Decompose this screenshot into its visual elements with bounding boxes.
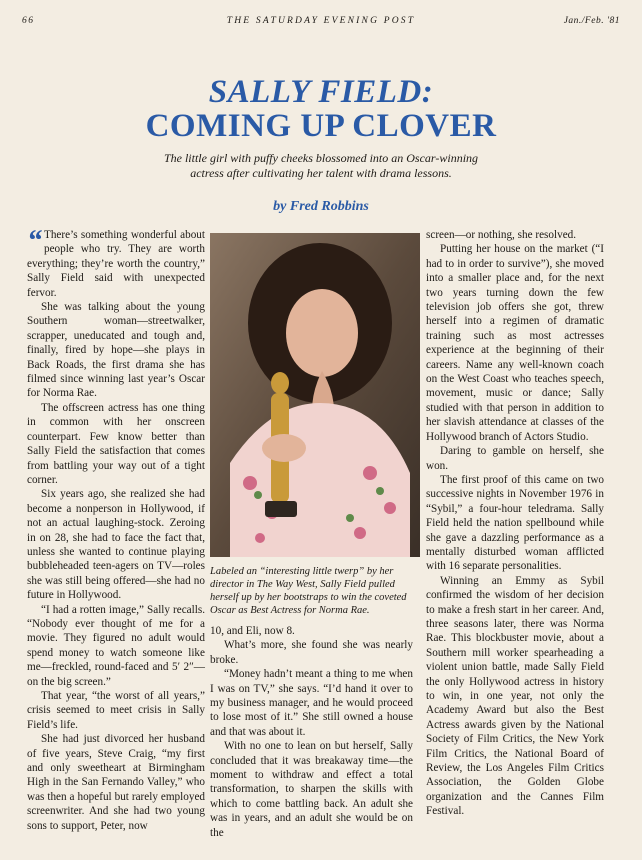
paragraph: screen—or nothing, she resolved.: [426, 229, 577, 241]
article-dek: The little girl with puffy cheeks blossomed into an Oscar-winning actress after cultivating her talent with drama lessons.: [163, 151, 479, 180]
paragraph: She had just divorced her husband of five years, Steve Craig, “my first and only sweetheart at Birmingham High in the San Fernando Valley,” who was then a hopeful but rarely employed screenwriter. And she had two young sons to support, Peter, now: [27, 733, 205, 832]
photo-caption: Labeled an “interesting little twerp” by her director in The Way West, Sally Field pulled herself up by her bootstraps to win the coveted Oscar as Best Actress for Norma Rae.: [210, 566, 407, 616]
paragraph: Putting her house on the market (“I had to in order to survive”), she moved into a smaller place and, for the next two years turning down the few television job offers she got, threw herself into a regimen of dramatic training such as most actresses experience at the beginning of their careers. Name any well-known coach on the West Coast who teaches speech, movement, music or dance; Sally studied with that person in addition to her slavish attendance at classes of the Hollywood branch of Actors Studio.: [426, 243, 604, 443]
article-title-line2: COMING UP CLOVER: [145, 108, 497, 144]
article-title-line1: SALLY FIELD:: [208, 74, 434, 110]
text-column-3: [426, 228, 604, 819]
byline: by Fred Robbins: [273, 199, 369, 214]
actress-with-oscar-photo: [210, 233, 420, 557]
running-header: [22, 16, 620, 30]
paragraph: Winning an Emmy as Sybil confirmed the wisdom of her decision to make a fresh start in her career. And, three seasons later, there was Norma Rae. This blockbuster movie, about a Southern mill worker spearheading a violent union battle, made Sally Field the only Hollywood actress in history to win, in one year, not only the Academy Award but also the Best Actress awards given by the National Society of Film Critics, the New York Film Critics, the National Board of Review, the Los Angeles Film Critics Association, the Golden Globe organization and the Cannes Film Festival.: [426, 574, 604, 818]
paragraph: Six years ago, she realized she had become a nonperson in Hollywood, if not an actual laughing-stock. Zeroing in on 28, she had to face the fact that, unless she wanted to continue playing bubbleheaded teen-agers on TV—roles she was still being offered—she had no future in Hollywood.: [27, 488, 205, 602]
paragraph: What’s more, she found she was nearly broke.: [210, 639, 413, 666]
article-photo: [210, 233, 420, 557]
paragraph: The first proof of this came on two successive nights in November 1976 in “Sybil,” a four-hour teledrama. Sally Field held the nation spellbound while she gave a dazzling performance as a mentally disturbed woman afflicted with 16 separate personalities.: [426, 473, 604, 573]
paragraph-text: There’s something wonderful about people who try. They are worth everything; they’re worth the country,” Sally Field said with unexpected fervor.: [27, 229, 205, 299]
paragraph: “Money hadn’t meant a thing to me when I was on TV,” she says. “I’d hand it over to my business manager, and he would proceed to lose most of it.” She still owned a house and that was about it.: [210, 668, 413, 738]
paragraph: She was talking about the young Southern woman—streetwalker, scrapper, uneducated and tough and, finally, fired by hope—she plays in Back Roads, the first drama she has filmed since winning last year’s Oscar for Norma Rae.: [27, 301, 205, 400]
page-number: 66: [22, 16, 35, 26]
paragraph: The offscreen actress has one thing in common with her onscreen counterpart. Few know better than Sally Field the satisfaction that comes from battling your way out of a tight corner.: [27, 401, 205, 486]
text-column-1: [27, 224, 205, 833]
paragraph: With no one to lean on but herself, Sally concluded that it was breakaway time—the moment to withdraw and effect a total transformation, to sharpen the skills with which to come battling back. An adult she was in years, and an adult she would be on the: [210, 740, 413, 839]
paragraph: “I had a rotten image,” Sally recalls. “Nobody ever thought of me for a movie. They figured no adult would spend money to watch someone like me—freckled, round-faced and 5′ 2″—on the big screen.”: [27, 603, 205, 688]
paragraph: That year, “the worst of all years,” crisis seemed to meet crisis in Sally Field’s life.: [27, 690, 205, 731]
paragraph: [27, 224, 205, 300]
text-column-2: [210, 624, 413, 840]
drop-quote: “: [27, 224, 42, 257]
issue-date: Jan./Feb. '81: [563, 16, 620, 26]
paragraph: Daring to gamble on herself, she won.: [426, 445, 604, 472]
paragraph: 10, and Eli, now 8.: [210, 625, 295, 637]
magazine-name: THE SATURDAY EVENING POST: [226, 16, 416, 26]
